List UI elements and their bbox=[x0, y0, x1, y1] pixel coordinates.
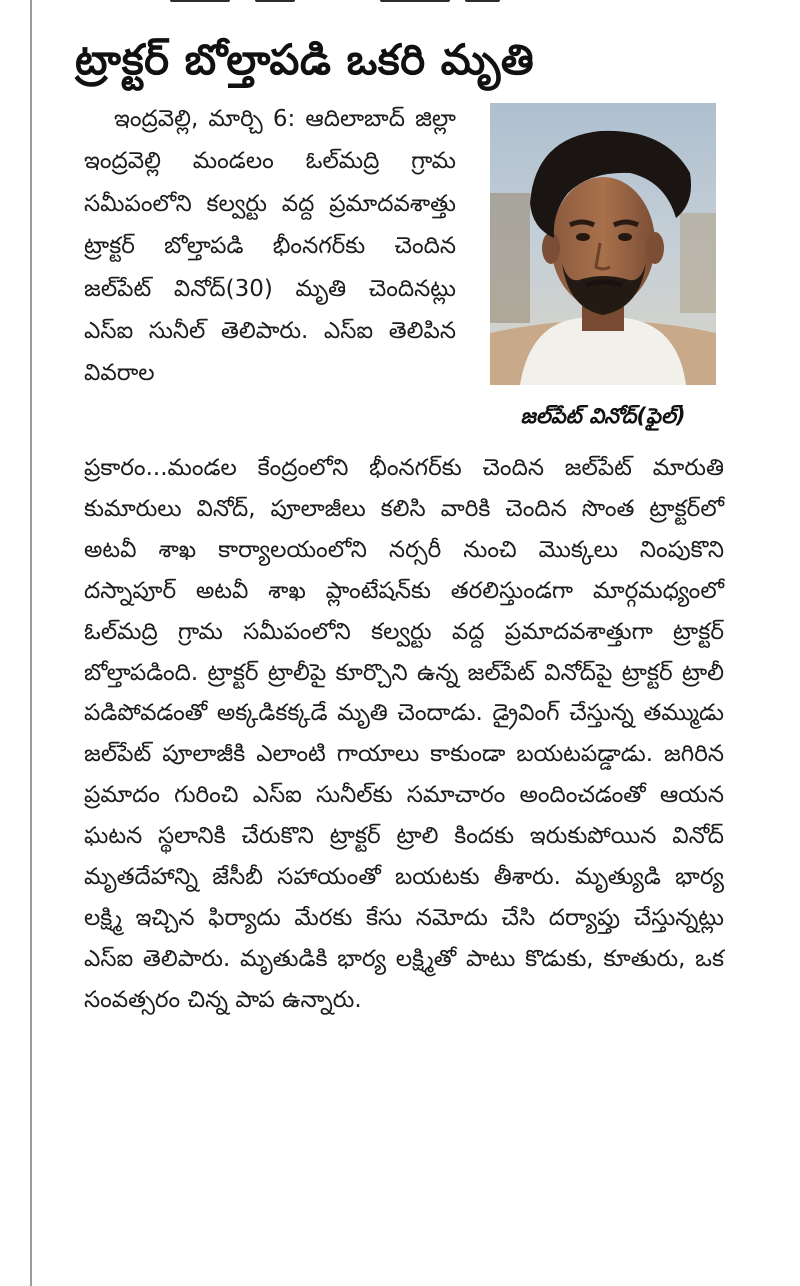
photo-caption: జల్‌పేట్ వినోద్(ఫైల్) bbox=[520, 404, 686, 428]
previous-article-edge bbox=[0, 0, 800, 14]
article-body-continued: ప్రకారం...మండల కేంద్రంలోని భీంనగర్‌కు చెందిన జల్‌పేట్ మారుతి కుమారులు వినోద్, పూలాజీలు కలిసి వారికి చెందిన సొంత ట్రాక్టర్‌లో అటవీ శాఖ కార్యాలయంలోని నర్సరీ నుంచి మొక్కలు నింపుకొని దస్నాపూర్ అటవీ శాఖ ప్లాంటేషన్‌కు తరలిస్తుండగా మార్గమధ్యంలో ఓల్‌మద్రి గ్రామ సమీపంలోని కల్వర్టు వద్ద ప్రమాదవశాత్తుగా ట్రాక్టర్ బోల్తాపడింది. ట్రాక్టర్ ట్రాలీపై కూర్చొని ఉన్న జల్‌పేట్ వినోద్‌పై ట్రాక్టర్ ట్రాలీ పడిపోవడంతో అక్కడికక్కడే మృతి చెందాడు. డ్రైవింగ్ చేస్తున్న తమ్ముడు జల్‌పేట్ పూలాజీకి ఎలాంటి గాయాలు కాకుండా బయటపడ్డాడు. జగిరిన ప్రమాదం గురించి ఎస్ఐ సునీల్‌కు సమాచారం అందించడంతో ఆయన ఘటన స్థలానికి చేరుకొని ట్రాక్టర్ ట్రాలి కిందకు ఇరుకుపోయిన వినోద్ మృతదేహాన్ని జేసీబీ సహాయంతో బయటకు తీశారు. మృత్యుడి భార్య లక్ష్మి ఇచ్చిన ఫిర్యాదు మేరకు కేసు నమోదు చేసి దర్యాప్తు చేస్తున్నట్లు ఎస్ఐ తెలిపారు. మృతుడికి భార్య లక్ష్మితో పాటు కొడుకు, కూతురు, ఒక సంవత్సరం చిన్న పాప ఉన్నారు. bbox=[84, 455, 724, 1013]
headline: ట్రాక్టర్ బోల్తాపడి ఒకరి మృతి bbox=[75, 35, 535, 84]
person-photo bbox=[490, 103, 716, 385]
column-rule bbox=[30, 0, 32, 1286]
article-body-intro: ఇంద్రవెల్లి, మార్చి 6: ఆదిలాబాద్ జిల్లా ఇంద్రవెల్లి మండలం ఓల్‌మద్రి గ్రామ సమీపంలోని కల్వర్టు వద్ద ప్రమాదవశాత్తు ట్రాక్టర్ బోల్తాపడి భీంనగర్‌కు చెందిన జల్‌పేట్ వినోద్(30) మృతి చెందినట్లు ఎస్ఐ సునీల్ తెలిపారు. ఎస్ఐ తెలిపిన వివరాల bbox=[84, 106, 456, 387]
